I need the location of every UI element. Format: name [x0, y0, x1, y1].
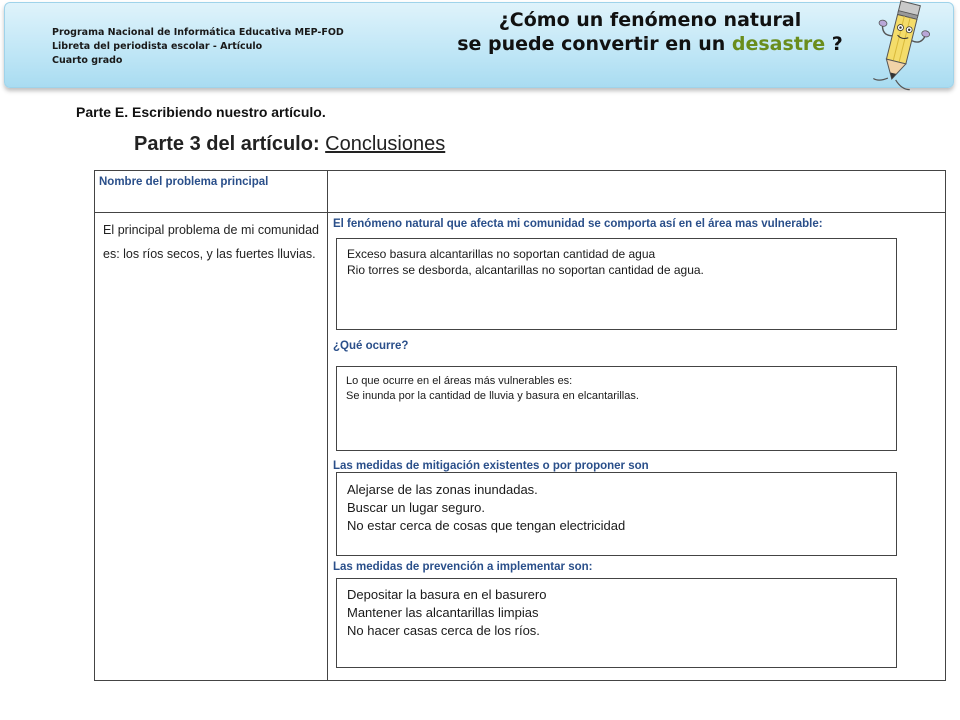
title-line-2-prefix: se puede convertir en un [457, 33, 732, 55]
program-line: Cuarto grado [52, 55, 123, 66]
table-header-value-cell [327, 170, 946, 213]
program-info [52, 26, 344, 68]
answer-line: No hacer casas cerca de los ríos. [347, 623, 540, 638]
answer-line: Rio torres se desborda, alcantarillas no soportan cantidad de agua. [347, 263, 704, 277]
answer-box-mitigation [336, 472, 897, 556]
main-problem-text: El principal problema de mi comunidad es: los ríos secos, y las fuertes lluvias. [103, 223, 319, 261]
title-line-1: ¿Cómo un fenómeno natural [498, 9, 802, 31]
answer-line: Mantener las alcantarillas limpias [347, 605, 539, 620]
answer-line: Se inunda por la cantidad de lluvia y basura en elcantarillas. [346, 390, 639, 402]
section-label-behavior: El fenómeno natural que afecta mi comunidad se comporta así en el área mas vulnerable: [333, 218, 823, 230]
program-line: Libreta del periodista escolar - Artículo [52, 41, 263, 52]
program-line: Programa Nacional de Informática Educativa MEP-FOD [52, 27, 344, 38]
title-accent-word: desastre [731, 33, 826, 55]
answer-line: Lo que ocurre en el áreas más vulnerables es: [346, 375, 573, 387]
page-title [440, 8, 860, 56]
answer-box-prevention [336, 578, 897, 668]
answer-box-behavior [336, 238, 897, 330]
answer-line: No estar cerca de cosas que tengan electricidad [347, 518, 626, 533]
pencil-mascot-icon [868, 0, 932, 92]
answer-line: Exceso basura alcantarillas no soportan cantidad de agua [347, 247, 656, 261]
part-3-prefix: Parte 3 del artículo: [134, 133, 326, 155]
part-3-heading [134, 133, 445, 156]
answer-box-what-happens [336, 366, 897, 451]
answer-line: Buscar un lugar seguro. [347, 500, 486, 515]
section-label-mitigation: Las medidas de mitigación existentes o por proponer son [333, 460, 649, 472]
answer-line: Alejarse de las zonas inundadas. [347, 482, 538, 497]
answer-line: Depositar la basura en el basurero [347, 587, 547, 602]
column-divider [327, 212, 328, 681]
part-3-underlined: Conclusiones [325, 133, 446, 155]
problem-name-label: Nombre del problema principal [99, 176, 269, 188]
title-line-2 [440, 32, 860, 56]
section-label-what-happens: ¿Qué ocurre? [333, 340, 409, 352]
section-heading: Parte E. Escribiendo nuestro artículo. [76, 104, 326, 120]
title-line-2-suffix: ? [825, 33, 843, 55]
section-label-prevention: Las medidas de prevención a implementar son: [333, 561, 593, 573]
